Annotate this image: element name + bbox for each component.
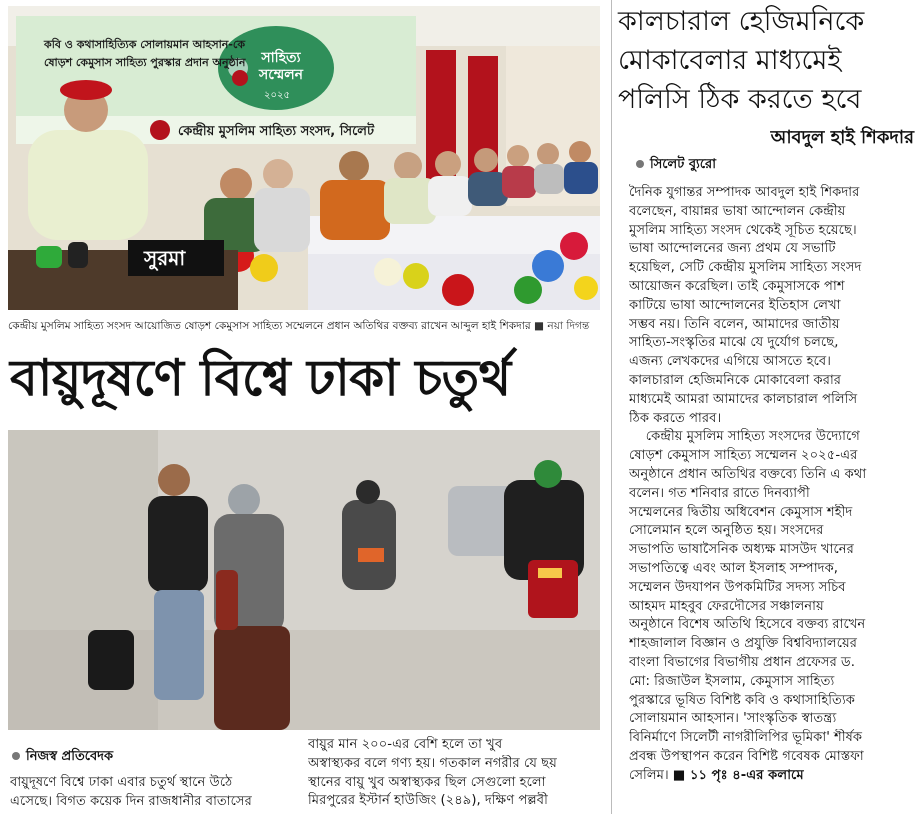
body-line: সভাপতি ভাষাসৈনিক অধ্যক্ষ মাসউদ খানের [629, 542, 854, 558]
body-line: আহমদ মাহবুব ফেরদৌসের সঞ্চালনায় [629, 598, 824, 614]
body-line: কালচারাল হেজিমনিকে মোকাবেলা করার [629, 372, 842, 388]
photo-credit: ■ নয়া দিগন্ত [534, 320, 590, 332]
body-line-last [629, 767, 919, 786]
body-line: কেন্দ্রীয় মুসলিম সাহিত্য সংসদের উদ্যোগে [629, 429, 860, 445]
body-line: অনুষ্ঠানে প্রধান অতিথির বক্তব্যে তিনি এ কথা [629, 466, 867, 482]
col2-line: অস্বাস্থ্যকর বলে গণ্য হয়। গতকাল নগরীর যে ছয় [308, 755, 557, 771]
body-line: এজন্য লেখকদের এগিয়ে আসতে হবে। [629, 354, 831, 370]
headline-air-pollution: বায়ুদূষণে বিশ্বে ঢাকা চতুর্থ [10, 349, 511, 407]
body-line: কাটিয়ে ভাষা আন্দোলনের ইতিহাস লেখা [629, 297, 841, 313]
body-line: সম্ভব নয়। তিনি বলেন, আমাদের জাতীয় [629, 316, 840, 332]
col2-line: স্থানের বায়ু খুব অস্বাস্থ্যকর ছিল সেগুলো হলো [308, 774, 546, 790]
body-line: মাধ্যমেই আমরা আমাদের কালচারাল পলিসি [629, 391, 858, 407]
body-line: বলেছেন, বায়ান্নর ভাষা আন্দোলন কেন্দ্রীয় [629, 203, 846, 219]
col1-line: বায়ুদূষণে বিশ্বে ঢাকা এবার চতুর্থ স্থানে উঠে [10, 775, 233, 790]
byline-bullet-icon [12, 752, 20, 760]
body-line: ঠিক করতে পারব। [629, 410, 722, 426]
left-article-col1 [10, 774, 300, 812]
body-line: আয়োজন করেছিল। তাই কেমুসাসকে পাশ [629, 278, 845, 294]
right-bureau [636, 156, 716, 174]
body-line: মো: রিজাউল ইসলাম, কেমুসাস সাহিত্য [629, 673, 835, 689]
right-headline [618, 2, 918, 119]
left-byline-text: নিজস্ব প্রতিবেদক [26, 749, 114, 764]
body-line: হয়েছিল, সেটি কেন্দ্রীয় মুসলিম সাহিত্য সংসদ [629, 260, 862, 276]
body-line: সাহিত্য-সংস্কৃতির মাঝে যে দুর্যোগ চলছে, [629, 335, 839, 351]
body-line: সম্মেলন উদযাপন উপকমিটির সদস্য সচিব [629, 579, 846, 595]
left-byline [12, 748, 113, 766]
right-bureau-text: সিলেট ব্যুরো [650, 157, 716, 172]
left-article-col2 [308, 736, 600, 811]
body-line: বলেন। গত শনিবার রাতে দিনব্যাপী [629, 485, 810, 501]
right-author: আবদুল হাই শিকদার [770, 127, 914, 148]
right-headline-line: মোকাবেলার মাধ্যমেই [618, 45, 842, 76]
col1-line: এসেছে। বিগত কয়েক দিন রাজধানীর বাতাসের [10, 793, 252, 809]
col2-line: মিরপুরের ইস্টার্ন হাউজিং (২৪৯), দক্ষিণ পল্লবী [308, 793, 548, 809]
body-line: বিনির্মাণে সিলেটী নাগরীলিপির ভূমিকা' শীর্ষক [629, 730, 863, 746]
body-line: পুরস্কারে ভূষিত বিশিষ্ট কবি ও কথাসাহিত্যিক [629, 692, 855, 708]
column-divider [611, 0, 612, 814]
event-photo [8, 6, 600, 310]
body-line: ভাষা আন্দোলনের জন্য প্রথম যে সভাটি [629, 241, 836, 257]
podium-brand: সুরমা [144, 246, 186, 270]
banner-logo-year: ২০২৫ [264, 90, 290, 101]
smog-photo-illustration [8, 430, 600, 730]
right-article-body [629, 184, 919, 786]
continuation-note[interactable]: ■ ১১ পৃঃ ৪-এর কলামে [672, 767, 804, 783]
body-line: বাংলা বিভাগের বিভাগীয় প্রধান প্রফেসর ড. [629, 654, 855, 670]
body-line: প্রবন্ধ উপস্থাপন করেন বিশিষ্ট গবেষক মোস্তফা [629, 748, 864, 764]
banner-org: কেন্দ্রীয় মুসলিম সাহিত্য সংসদ, সিলেট [178, 124, 375, 139]
right-headline-line: পলিসি ঠিক করতে হবে [618, 84, 862, 115]
banner-logo-title: সাহিত্য সম্মেলন [258, 50, 304, 83]
body-line: ষোড়শ কেমুসাস সাহিত্য সম্মেলন ২০২৫-এর [629, 448, 858, 464]
photo-caption [8, 316, 600, 336]
body-line: সোলেমান হলে অনুষ্ঠিত হয়। সংসদের [629, 523, 824, 539]
col2-line: বায়ুর মান ২০০-এর বেশি হলে তা খুব [308, 737, 503, 752]
caption-text: কেন্দ্রীয় মুসলিম সাহিত্য সংসদ আয়োজিত ষোড়শ কেমুসাস সাহিত্য সম্মেলনে প্রধান অতিথির বক্তব্য রাখেন আব্দুল হাই শিকদার [8, 320, 531, 332]
banner-line-2: ষোড়শ কেমুসাস সাহিত্য পুরস্কার প্রদান অনুষ্ঠান [44, 56, 246, 69]
body-line: অনুষ্ঠানে বিশেষ অতিথি হিসেবে বক্তব্য রাখেন [629, 617, 866, 633]
smog-street-photo [8, 430, 600, 730]
body-line: সম্মেলনের দ্বিতীয় অধিবেশন কেমুসাস শহীদ [629, 504, 853, 520]
banner-line-1: কবি ও কথাসাহিত্যিক সোলায়মান আহসান-কে [44, 38, 246, 51]
body-line: সভাপতিত্বে এবং আল ইসলাহ সম্পাদক, [629, 560, 838, 576]
bureau-bullet-icon [636, 160, 644, 168]
body-line: মুসলিম সাহিত্য সংসদ থেকেই সূচিত হয়েছে। [629, 222, 857, 238]
right-headline-line: কালচারাল হেজিমনিকে [618, 6, 865, 37]
body-line: সোলায়মান আহসান। 'সাংস্কৃতিক স্বাতন্ত্র্য [629, 711, 837, 727]
body-line-text: সেলিম। [629, 767, 669, 783]
body-line: শাহজালাল বিজ্ঞান ও প্রযুক্তি বিশ্ববিদ্যালয়ের [629, 636, 858, 652]
body-line: দৈনিক যুগান্তর সম্পাদক আবদুল হাই শিকদার [629, 185, 860, 200]
